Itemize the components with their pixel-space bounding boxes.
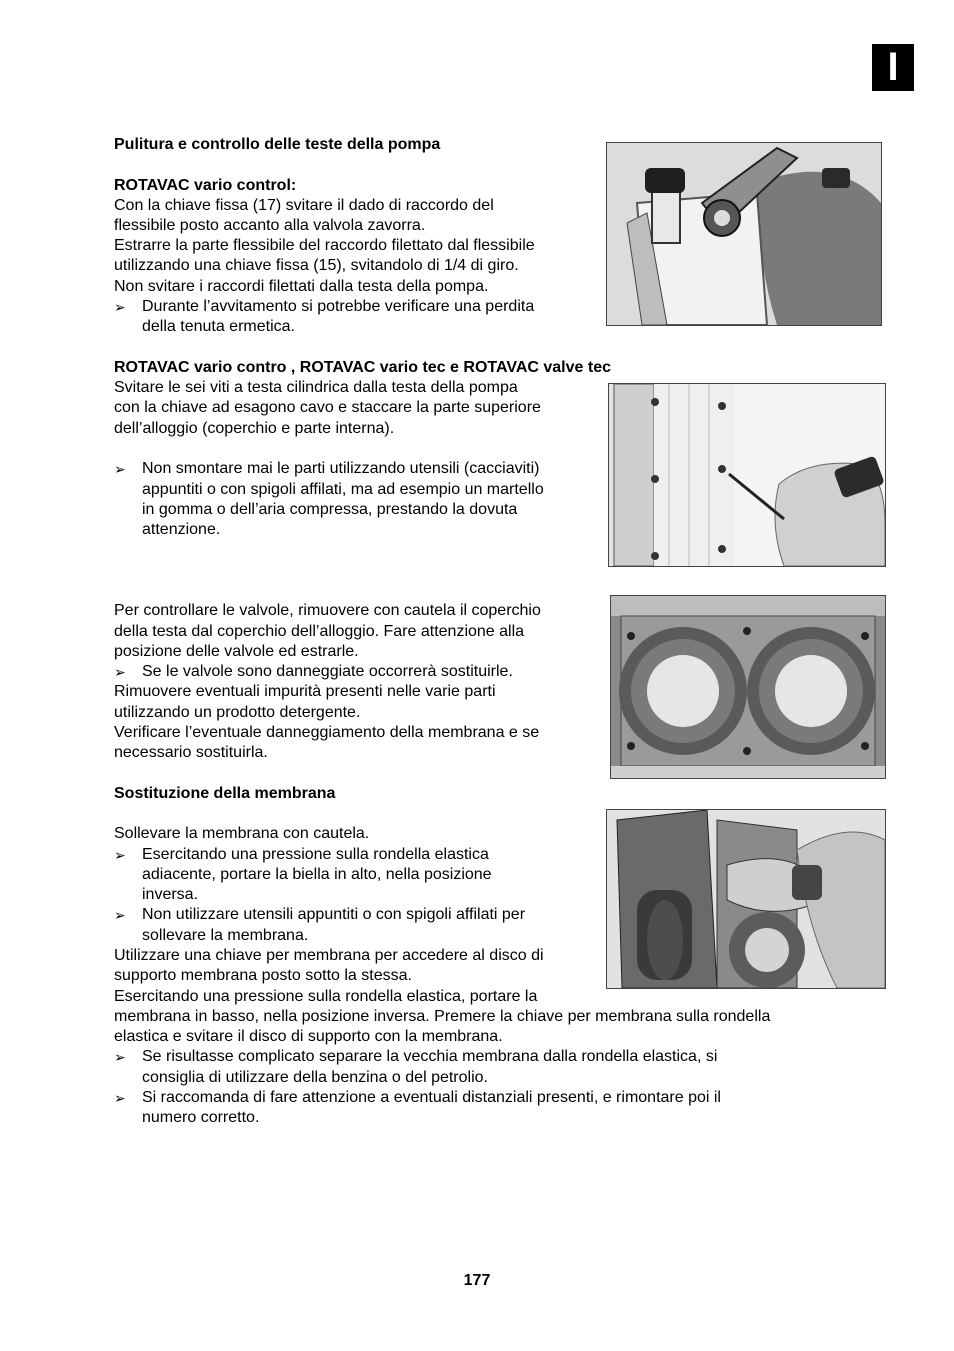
bullet-text: della tenuta ermetica. bbox=[142, 318, 295, 335]
bullet-marker: ➢ bbox=[114, 1049, 126, 1065]
text-line: Estrarre la parte flessibile del raccordo filettato dal flessibile bbox=[114, 237, 535, 254]
text-line: Non svitare i raccordi filettati dalla testa della pompa. bbox=[114, 278, 489, 295]
bullet-text: numero corretto. bbox=[142, 1109, 260, 1126]
text-line: utilizzando una chiave fissa (15), svitandolo di 1/4 di giro. bbox=[114, 257, 519, 274]
bullet-marker: ➢ bbox=[114, 664, 126, 680]
bullet-marker: ➢ bbox=[114, 1090, 126, 1106]
photo-membrane-key bbox=[606, 809, 886, 989]
bullet-text: Durante l’avvitamento si potrebbe verificare una perdita bbox=[142, 298, 535, 315]
bullet-text: inversa. bbox=[142, 886, 199, 903]
section-heading: ROTAVAC vario contro , ROTAVAC vario tec e ROTAVAC valve tec bbox=[114, 359, 611, 376]
bullet-text: Se risultasse complicato separare la vecchia membrana dalla rondella elastica, si bbox=[142, 1048, 718, 1065]
bullet-marker: ➢ bbox=[114, 299, 126, 315]
bullet-text: Non utilizzare utensili appuntiti o con spigoli affilati per bbox=[142, 906, 526, 923]
bullet-text: adiacente, portare la biella in alto, nella posizione bbox=[142, 866, 492, 883]
bullet-text: Si raccomanda di fare attenzione a eventuali distanziali presenti, e rimontare poi il bbox=[142, 1089, 721, 1106]
bullet-marker: ➢ bbox=[114, 847, 126, 863]
text-line: supporto membrana posto sotto la stessa. bbox=[114, 967, 412, 984]
photo-valve-seats bbox=[610, 595, 886, 779]
text-line: della testa dal coperchio dell’alloggio. Fare attenzione alla bbox=[114, 623, 525, 640]
text-line: Con la chiave fissa (17) svitare il dado di raccordo del bbox=[114, 197, 494, 214]
bullet-text: attenzione. bbox=[142, 521, 221, 538]
bullet-text: appuntiti o con spigoli affilati, ma ad esempio un martello bbox=[142, 481, 544, 498]
bullet-marker: ➢ bbox=[114, 461, 126, 477]
text-line: dell’alloggio (coperchio e parte interna). bbox=[114, 420, 395, 437]
text-line: necessario sostituirla. bbox=[114, 744, 268, 761]
text-line: con la chiave ad esagono cavo e staccare la parte superiore bbox=[114, 399, 541, 416]
text-line: Utilizzare una chiave per membrana per accedere al disco di bbox=[114, 947, 544, 964]
bullet-marker: ➢ bbox=[114, 907, 126, 923]
photo-hex-key-screws bbox=[608, 383, 886, 567]
bullet-text: consiglia di utilizzare della benzina o del petrolio. bbox=[142, 1069, 488, 1086]
text-line: membrana in basso, nella posizione inversa. Premere la chiave per membrana sulla rondella bbox=[114, 1008, 771, 1025]
text-line: Esercitando una pressione sulla rondella elastica, portare la bbox=[114, 988, 538, 1005]
text-line: elastica e svitare il disco di supporto con la membrana. bbox=[114, 1028, 503, 1045]
section-tab-marker: I bbox=[872, 44, 914, 91]
bullet-text: sollevare la membrana. bbox=[142, 927, 309, 944]
text-line: flessibile posto accanto alla valvola zavorra. bbox=[114, 217, 426, 234]
section-heading: Sostituzione della membrana bbox=[114, 785, 336, 802]
section-heading: Pulitura e controllo delle teste della pompa bbox=[114, 136, 441, 153]
subheading: ROTAVAC vario control: bbox=[114, 177, 297, 194]
photo-wrench-fitting bbox=[606, 142, 882, 326]
text-line: utilizzando un prodotto detergente. bbox=[114, 704, 361, 721]
text-line: Sollevare la membrana con cautela. bbox=[114, 825, 370, 842]
text-line: posizione delle valvole ed estrarle. bbox=[114, 643, 359, 660]
text-line: Svitare le sei viti a testa cilindrica dalla testa della pompa bbox=[114, 379, 518, 396]
text-line: Rimuovere eventuali impurità presenti nelle varie parti bbox=[114, 683, 496, 700]
bullet-text: Non smontare mai le parti utilizzando utensili (cacciaviti) bbox=[142, 460, 540, 477]
bullet-text: Esercitando una pressione sulla rondella elastica bbox=[142, 846, 489, 863]
page-number: 177 bbox=[463, 1272, 491, 1289]
text-line: Per controllare le valvole, rimuovere con cautela il coperchio bbox=[114, 602, 541, 619]
bullet-text: in gomma o dell’aria compressa, prestando la dovuta bbox=[142, 501, 518, 518]
bullet-text: Se le valvole sono danneggiate occorrerà sostituirle. bbox=[142, 663, 513, 680]
text-line: Verificare l’eventuale danneggiamento della membrana e se bbox=[114, 724, 540, 741]
